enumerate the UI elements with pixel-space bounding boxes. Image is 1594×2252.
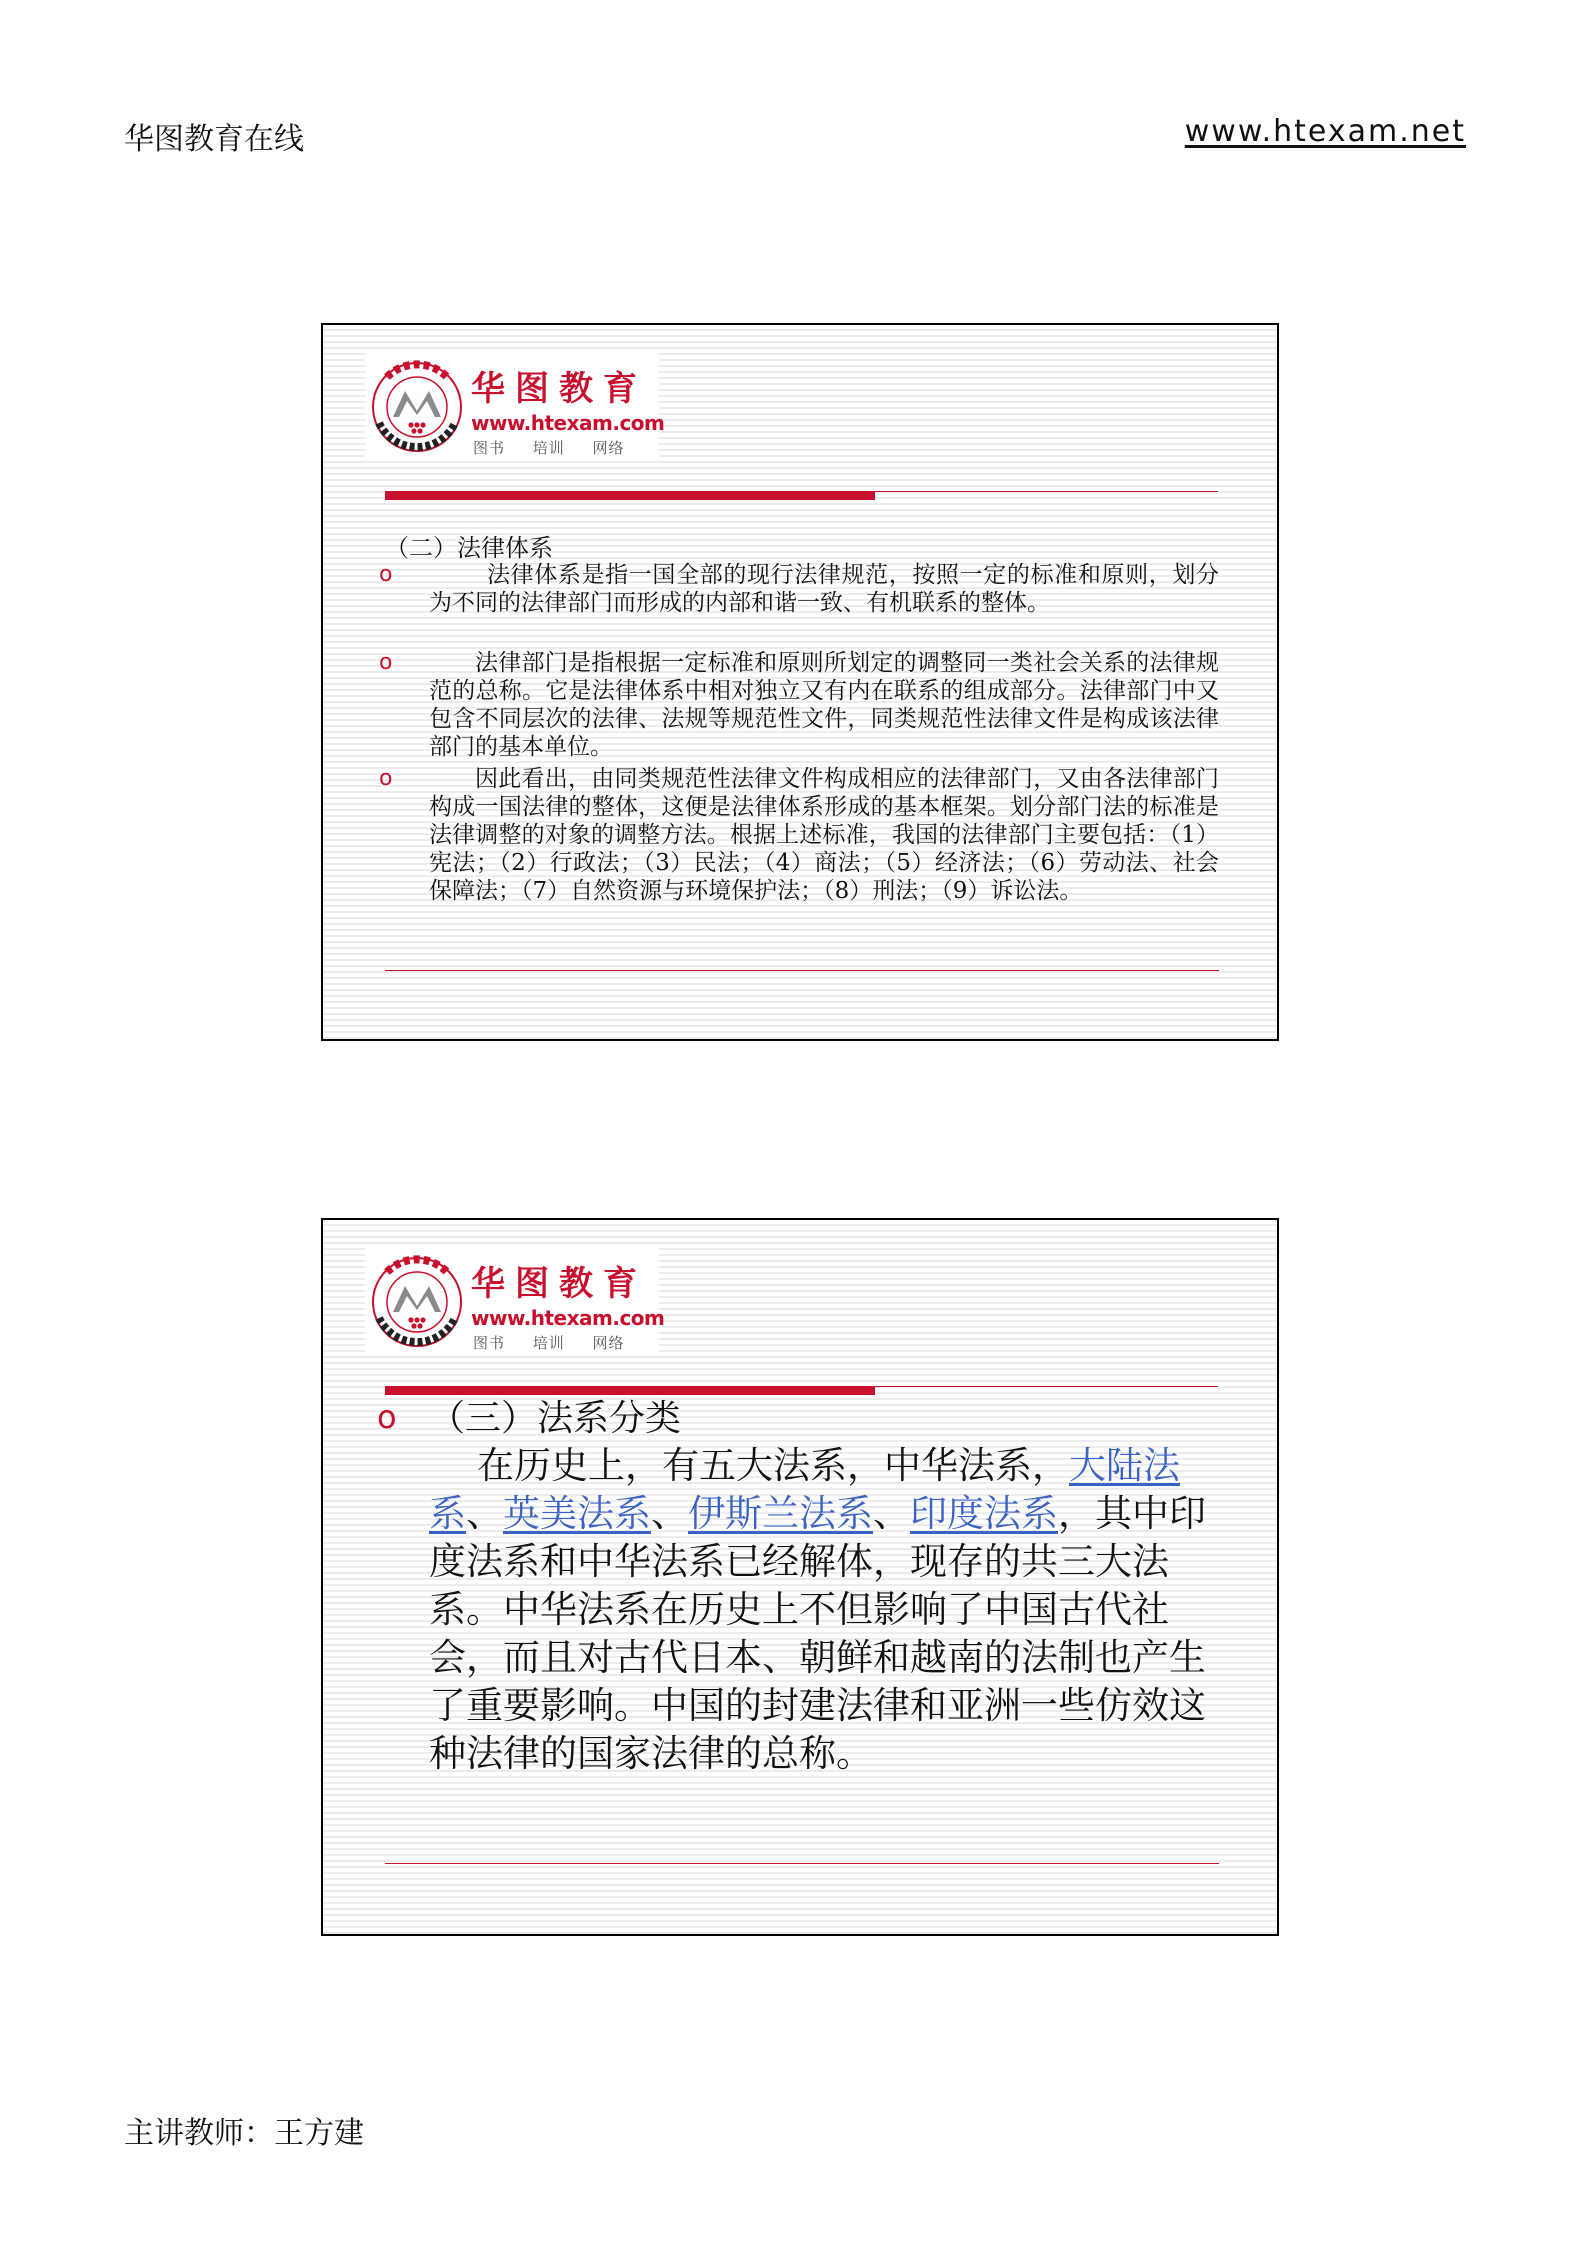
link-islamic-law[interactable]: 伊斯兰法系 bbox=[688, 1492, 873, 1535]
logo-brand-name: 华图教育 bbox=[471, 369, 647, 409]
page-header-url[interactable]: www.htexam.net bbox=[1184, 114, 1466, 149]
comma: ， bbox=[1058, 1492, 1095, 1535]
slide1-paragraph: 因此看出，由同类规范性法律文件构成相应的法律部门，又由各法律部门构成一国法律的整体，这便是法律体系形成的基本框架。划分部门法的标准是法律调整的对象的调整方法。根据上述标准，我国的法律部门主要包括：（1）宪法；（2）行政法；（3）民法；（4）商法；（5）经济法；（6）劳动法、社会保障法；（7）自然资源与环境保护法；（8）刑法；（9）诉讼法。 bbox=[429, 766, 1219, 904]
link-indian-law[interactable]: 印度法系 bbox=[910, 1492, 1058, 1535]
page-footer-lecturer: 主讲教师：王方建 bbox=[124, 2116, 364, 2151]
slide1-paragraph: 法律体系是指一国全部的现行法律规范，按照一定的标准和原则，划分为不同的法律部门而形成的内部和谐一致、有机联系的整体。 bbox=[429, 562, 1219, 616]
paragraph-intro: 在历史上，有五大法系，中华法系， bbox=[477, 1444, 1069, 1487]
bullet-marker: o bbox=[379, 766, 393, 791]
title-rule-thick bbox=[385, 491, 875, 500]
link-common-law[interactable]: 英美法系 bbox=[503, 1492, 651, 1535]
logo-url: www.htexam.com bbox=[471, 411, 665, 435]
slide1-heading: （二）法律体系 bbox=[385, 534, 553, 562]
separator: 、 bbox=[466, 1492, 503, 1535]
slide2-paragraph bbox=[429, 1442, 1219, 1778]
separator: 、 bbox=[873, 1492, 910, 1535]
bullet-marker: o bbox=[377, 1398, 397, 1436]
huatu-emblem-icon bbox=[365, 1246, 469, 1356]
huatu-logo bbox=[365, 351, 665, 461]
logo-url: www.htexam.com bbox=[471, 1306, 665, 1330]
bullet-marker: o bbox=[379, 562, 393, 587]
title-rule-thin bbox=[875, 491, 1218, 492]
slide-footer-rule bbox=[385, 970, 1219, 971]
bullet-marker: o bbox=[379, 650, 393, 675]
title-rule-thin bbox=[875, 1386, 1218, 1387]
slide1-paragraph: 法律部门是指根据一定标准和原则所划定的调整同一类社会关系的法律规范的总称。它是法律体系中相对独立又有内在联系的组成部分。法律部门中又包含不同层次的法律、法规等规范性文件，同类规范性法律文件是构成该法律部门的基本单位。 bbox=[429, 650, 1219, 760]
logo-brand-name: 华图教育 bbox=[471, 1264, 647, 1304]
page-header-site-name: 华图教育在线 bbox=[124, 122, 304, 157]
slide-legal-families bbox=[321, 1218, 1279, 1936]
paragraph-body: 其中印度法系和中华法系已经解体，现存的共三大法系。中华法系在历史上不但影响了中国古代社会，而且对古代日本、朝鲜和越南的法制也产生了重要影响。中国的封建法律和亚洲一些仿效这种法律的国家法律的总称。 bbox=[429, 1492, 1206, 1775]
link-continental-law[interactable]: 大陆法系 bbox=[429, 1444, 1180, 1535]
logo-subtitle: 图书 培训 网络 bbox=[473, 1334, 625, 1352]
slide2-heading: （三）法系分类 bbox=[429, 1398, 682, 1439]
separator: 、 bbox=[651, 1492, 688, 1535]
logo-subtitle: 图书 培训 网络 bbox=[473, 439, 625, 457]
slide-footer-rule bbox=[385, 1863, 1219, 1864]
slide-legal-system bbox=[321, 323, 1279, 1041]
huatu-emblem-icon bbox=[365, 351, 469, 461]
huatu-logo bbox=[365, 1246, 665, 1356]
